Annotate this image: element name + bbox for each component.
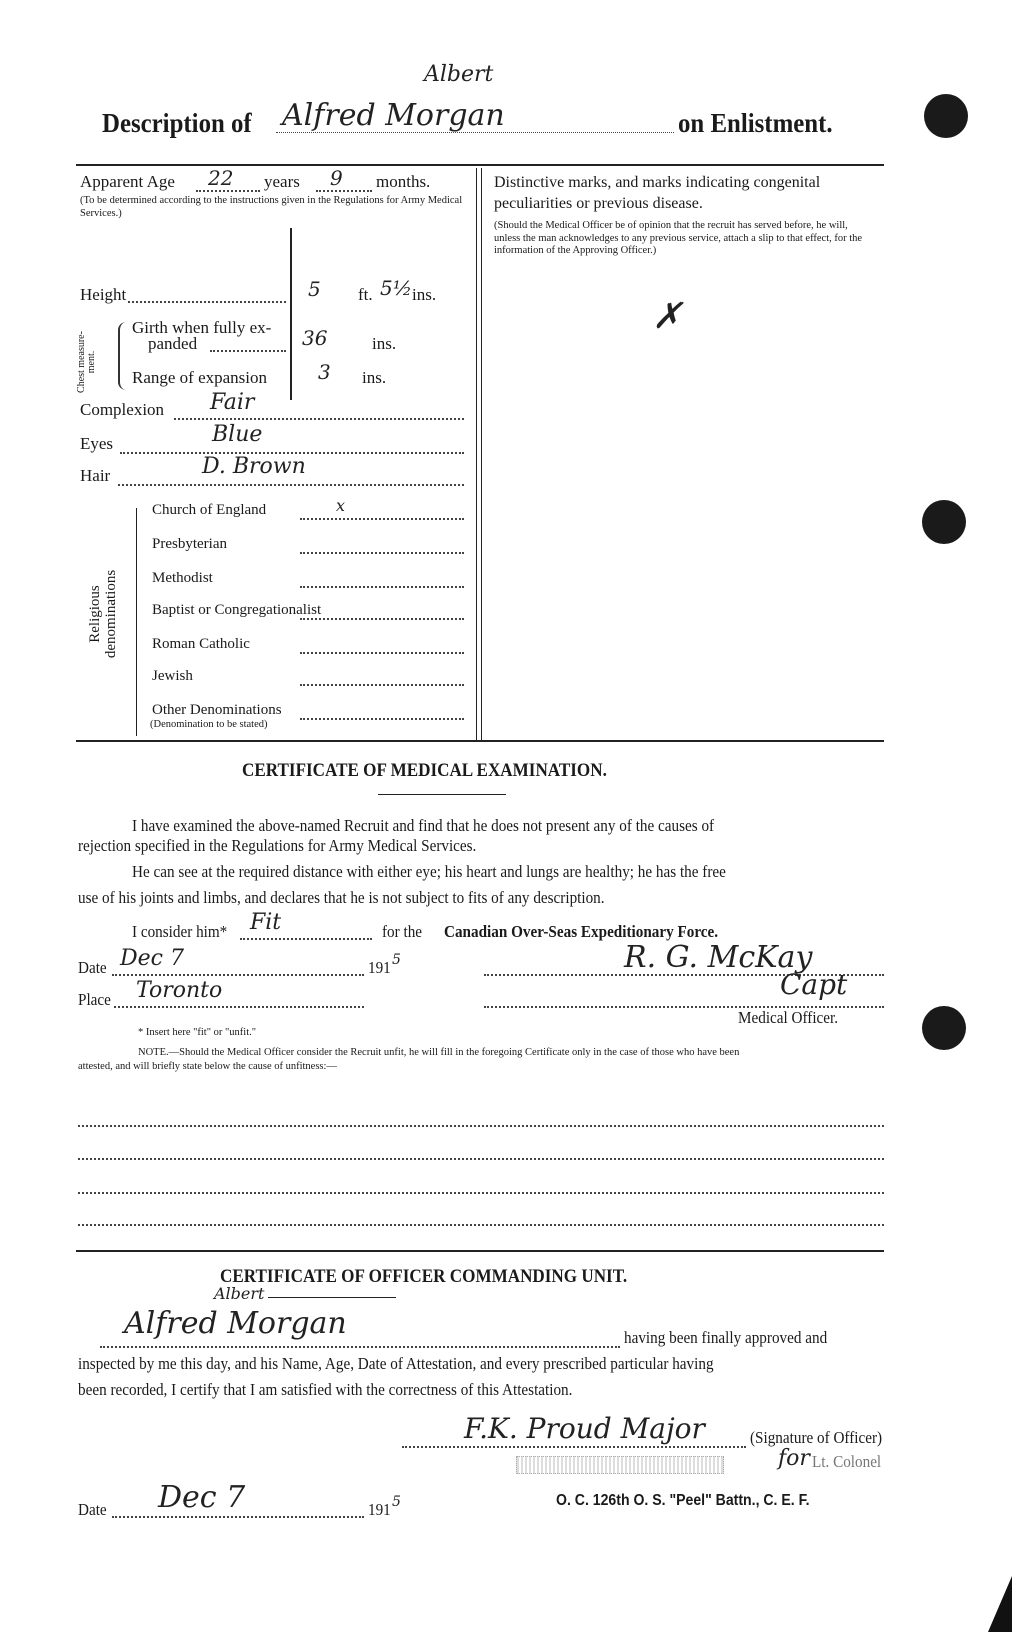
unfit-note-line2: attested, and will briefly state below the cause of unfitness:— (78, 1061, 337, 1072)
distinctive-marks-heading: Distinctive marks, and marks indicating congenital peculiarities or previous disease. (494, 174, 821, 212)
punch-hole-middle (922, 500, 966, 544)
commanding-name-correction: Albert (214, 1284, 265, 1303)
range-label: Range of expansion (132, 368, 268, 387)
header-name: Alfred Morgan (282, 98, 505, 133)
medical-year-digit: 5 (392, 952, 401, 968)
panel-divider (476, 168, 482, 740)
denomination-label: Methodist (152, 570, 213, 586)
commanding-signature: F.K. Proud Major (464, 1412, 705, 1445)
years-label: years (264, 172, 300, 191)
consider-suffix: for the (382, 922, 423, 941)
age-months-value: 9 (330, 166, 343, 190)
medical-para2-line2: use of his joints and limbs, and declares that he is not subject to fits of any description. (78, 888, 605, 907)
medical-date-dots (112, 974, 364, 976)
medical-title-rule (378, 794, 506, 795)
complexion-dots (174, 418, 464, 420)
unfit-reason-line-2 (78, 1158, 884, 1160)
commanding-title-rule (268, 1297, 396, 1298)
denomination-mark: x (336, 496, 346, 515)
medical-officer-signature: R. G. McKay (624, 940, 813, 975)
medical-para1-line1: I have examined the above-named Recruit and find that he does not present any of the causes of (132, 816, 715, 835)
header-suffix: on Enlistment. (678, 108, 833, 138)
medical-officer-rank: Capt (780, 968, 848, 1001)
apparent-age-label: Apparent Age (80, 172, 175, 191)
ft-label: ft. (358, 285, 373, 304)
age-years-value: 22 (208, 166, 234, 190)
denomination-label: Church of England (152, 502, 267, 518)
punch-hole-top (924, 94, 968, 138)
header-rule (76, 164, 884, 166)
unfit-note-line1: NOTE.—Should the Medical Officer consider the Recruit unfit, he will fill in the foregoing Certificate only in the case of those who have been (138, 1047, 740, 1058)
commanding-year-prefix: 191 (368, 1500, 391, 1519)
unfit-reason-line-3 (78, 1192, 884, 1194)
other-denomination-note: (Denomination to be stated) (150, 719, 268, 730)
medical-place-label: Place (78, 990, 111, 1009)
stamp-smudge (516, 1456, 724, 1474)
complexion-value: Fair (210, 390, 255, 415)
medical-year-prefix: 191 (368, 958, 391, 977)
hair-value: D. Brown (202, 454, 306, 479)
range-value: 3 (318, 360, 331, 384)
medical-place-dots (114, 1006, 364, 1008)
header-prefix: Description of (102, 108, 252, 138)
religion-bracket (136, 508, 137, 736)
for-text: for (778, 1446, 810, 1471)
fit-footnote: * Insert here "fit" or "unfit." (138, 1027, 257, 1038)
denomination-dots (300, 586, 464, 588)
medical-cert-title: CERTIFICATE OF MEDICAL EXAMINATION. (242, 760, 607, 781)
medical-place-value: Toronto (136, 978, 223, 1003)
consider-dots (240, 938, 372, 940)
unfit-reason-line-4 (78, 1224, 884, 1226)
consider-force: Canadian Over-Seas Expeditionary Force. (444, 922, 719, 941)
consider-value: Fit (250, 910, 282, 935)
commanding-name-dots (100, 1346, 620, 1348)
denomination-label: Other Denominations (152, 702, 282, 718)
unit-stamp: O. C. 126th O. S. "Peel" Battn., C. E. F. (556, 1492, 810, 1509)
medical-date-value: Dec 7 (120, 946, 184, 971)
commanding-name: Alfred Morgan (124, 1306, 347, 1341)
commanding-date-dots (112, 1516, 364, 1518)
denomination-dots (300, 718, 464, 720)
complexion-label: Complexion (80, 400, 165, 419)
months-label: months. (376, 172, 431, 191)
chest-brace (118, 322, 126, 390)
ins-label-girth: ins. (372, 334, 397, 353)
header-name-correction: Albert (424, 62, 494, 87)
denomination-dots (300, 518, 464, 520)
section-rule-1 (76, 740, 884, 742)
consider-prefix: I consider him* (132, 922, 228, 941)
commanding-line1-suffix: having been finally approved and (624, 1328, 828, 1347)
height-label: Height (80, 285, 127, 304)
commanding-line2: inspected by me this day, and his Name, Age, Date of Attestation, and every prescribed particular having (78, 1354, 714, 1373)
hair-label: Hair (80, 466, 111, 485)
distinctive-marks-value: ✗ (652, 296, 683, 337)
ins-label-height: ins. (412, 285, 437, 304)
denomination-dots (300, 684, 464, 686)
commanding-year-digit: 5 (392, 1494, 401, 1510)
section-rule-2 (76, 1250, 884, 1252)
medical-para1-line2: rejection specified in the Regulations for Army Medical Services. (78, 836, 477, 855)
denomination-label: Roman Catholic (152, 636, 250, 652)
medical-date-label: Date (78, 958, 107, 977)
measure-divider (290, 228, 292, 400)
age-years-line (196, 190, 260, 192)
hair-dots (118, 484, 464, 486)
colonel-text: Lt. Colonel (812, 1452, 882, 1471)
religious-label: Religious denominations (87, 569, 119, 659)
age-months-line (316, 190, 372, 192)
punch-hole-bottom (922, 1006, 966, 1050)
denomination-label: Jewish (152, 668, 193, 684)
girth-dots (210, 350, 286, 352)
ins-label-range: ins. (362, 368, 387, 387)
height-label-dots (128, 301, 286, 303)
commanding-line3: been recorded, I certify that I am satisfied with the correctness of this Attestation. (78, 1380, 573, 1399)
girth-label-2: panded (148, 334, 198, 353)
denomination-label: Baptist or Congregationalist (152, 602, 322, 618)
medical-para2-line1: He can see at the required distance with either eye; his heart and lungs are healthy; he has the free (132, 862, 726, 881)
commanding-cert-title: CERTIFICATE OF OFFICER COMMANDING UNIT. (220, 1266, 628, 1287)
commanding-date-label: Date (78, 1500, 107, 1519)
denomination-dots (300, 552, 464, 554)
medical-officer-label: Medical Officer. (738, 1008, 839, 1027)
eyes-value: Blue (212, 422, 263, 447)
denomination-dots (300, 652, 464, 654)
unfit-reason-line-1 (78, 1125, 884, 1127)
header-name-line (276, 132, 674, 133)
height-in-value: 5½ (380, 276, 413, 300)
age-note: (To be determined according to the instructions given in the Regulations for Army Medical Services.) (80, 195, 463, 219)
denomination-label: Presbyterian (152, 536, 227, 552)
denomination-dots (300, 618, 464, 620)
height-ft-value: 5 (308, 277, 321, 301)
page-corner-shadow (988, 1576, 1012, 1632)
distinctive-marks-note: (Should the Medical Officer be of opinion that the recruit has served before, he will, unless the man acknowledges to any previous service, attach a slip to that effect, for the information of the Approving Officer.) (494, 220, 863, 256)
girth-label-1: Girth when fully ex- (132, 318, 272, 337)
chest-label: Chest measure-ment. (76, 331, 97, 393)
commanding-date-value: Dec 7 (158, 1480, 246, 1515)
girth-value: 36 (302, 326, 328, 350)
eyes-label: Eyes (80, 434, 114, 453)
commanding-signature-dots (402, 1446, 746, 1448)
signature-of-officer-label: (Signature of Officer) (750, 1428, 883, 1447)
